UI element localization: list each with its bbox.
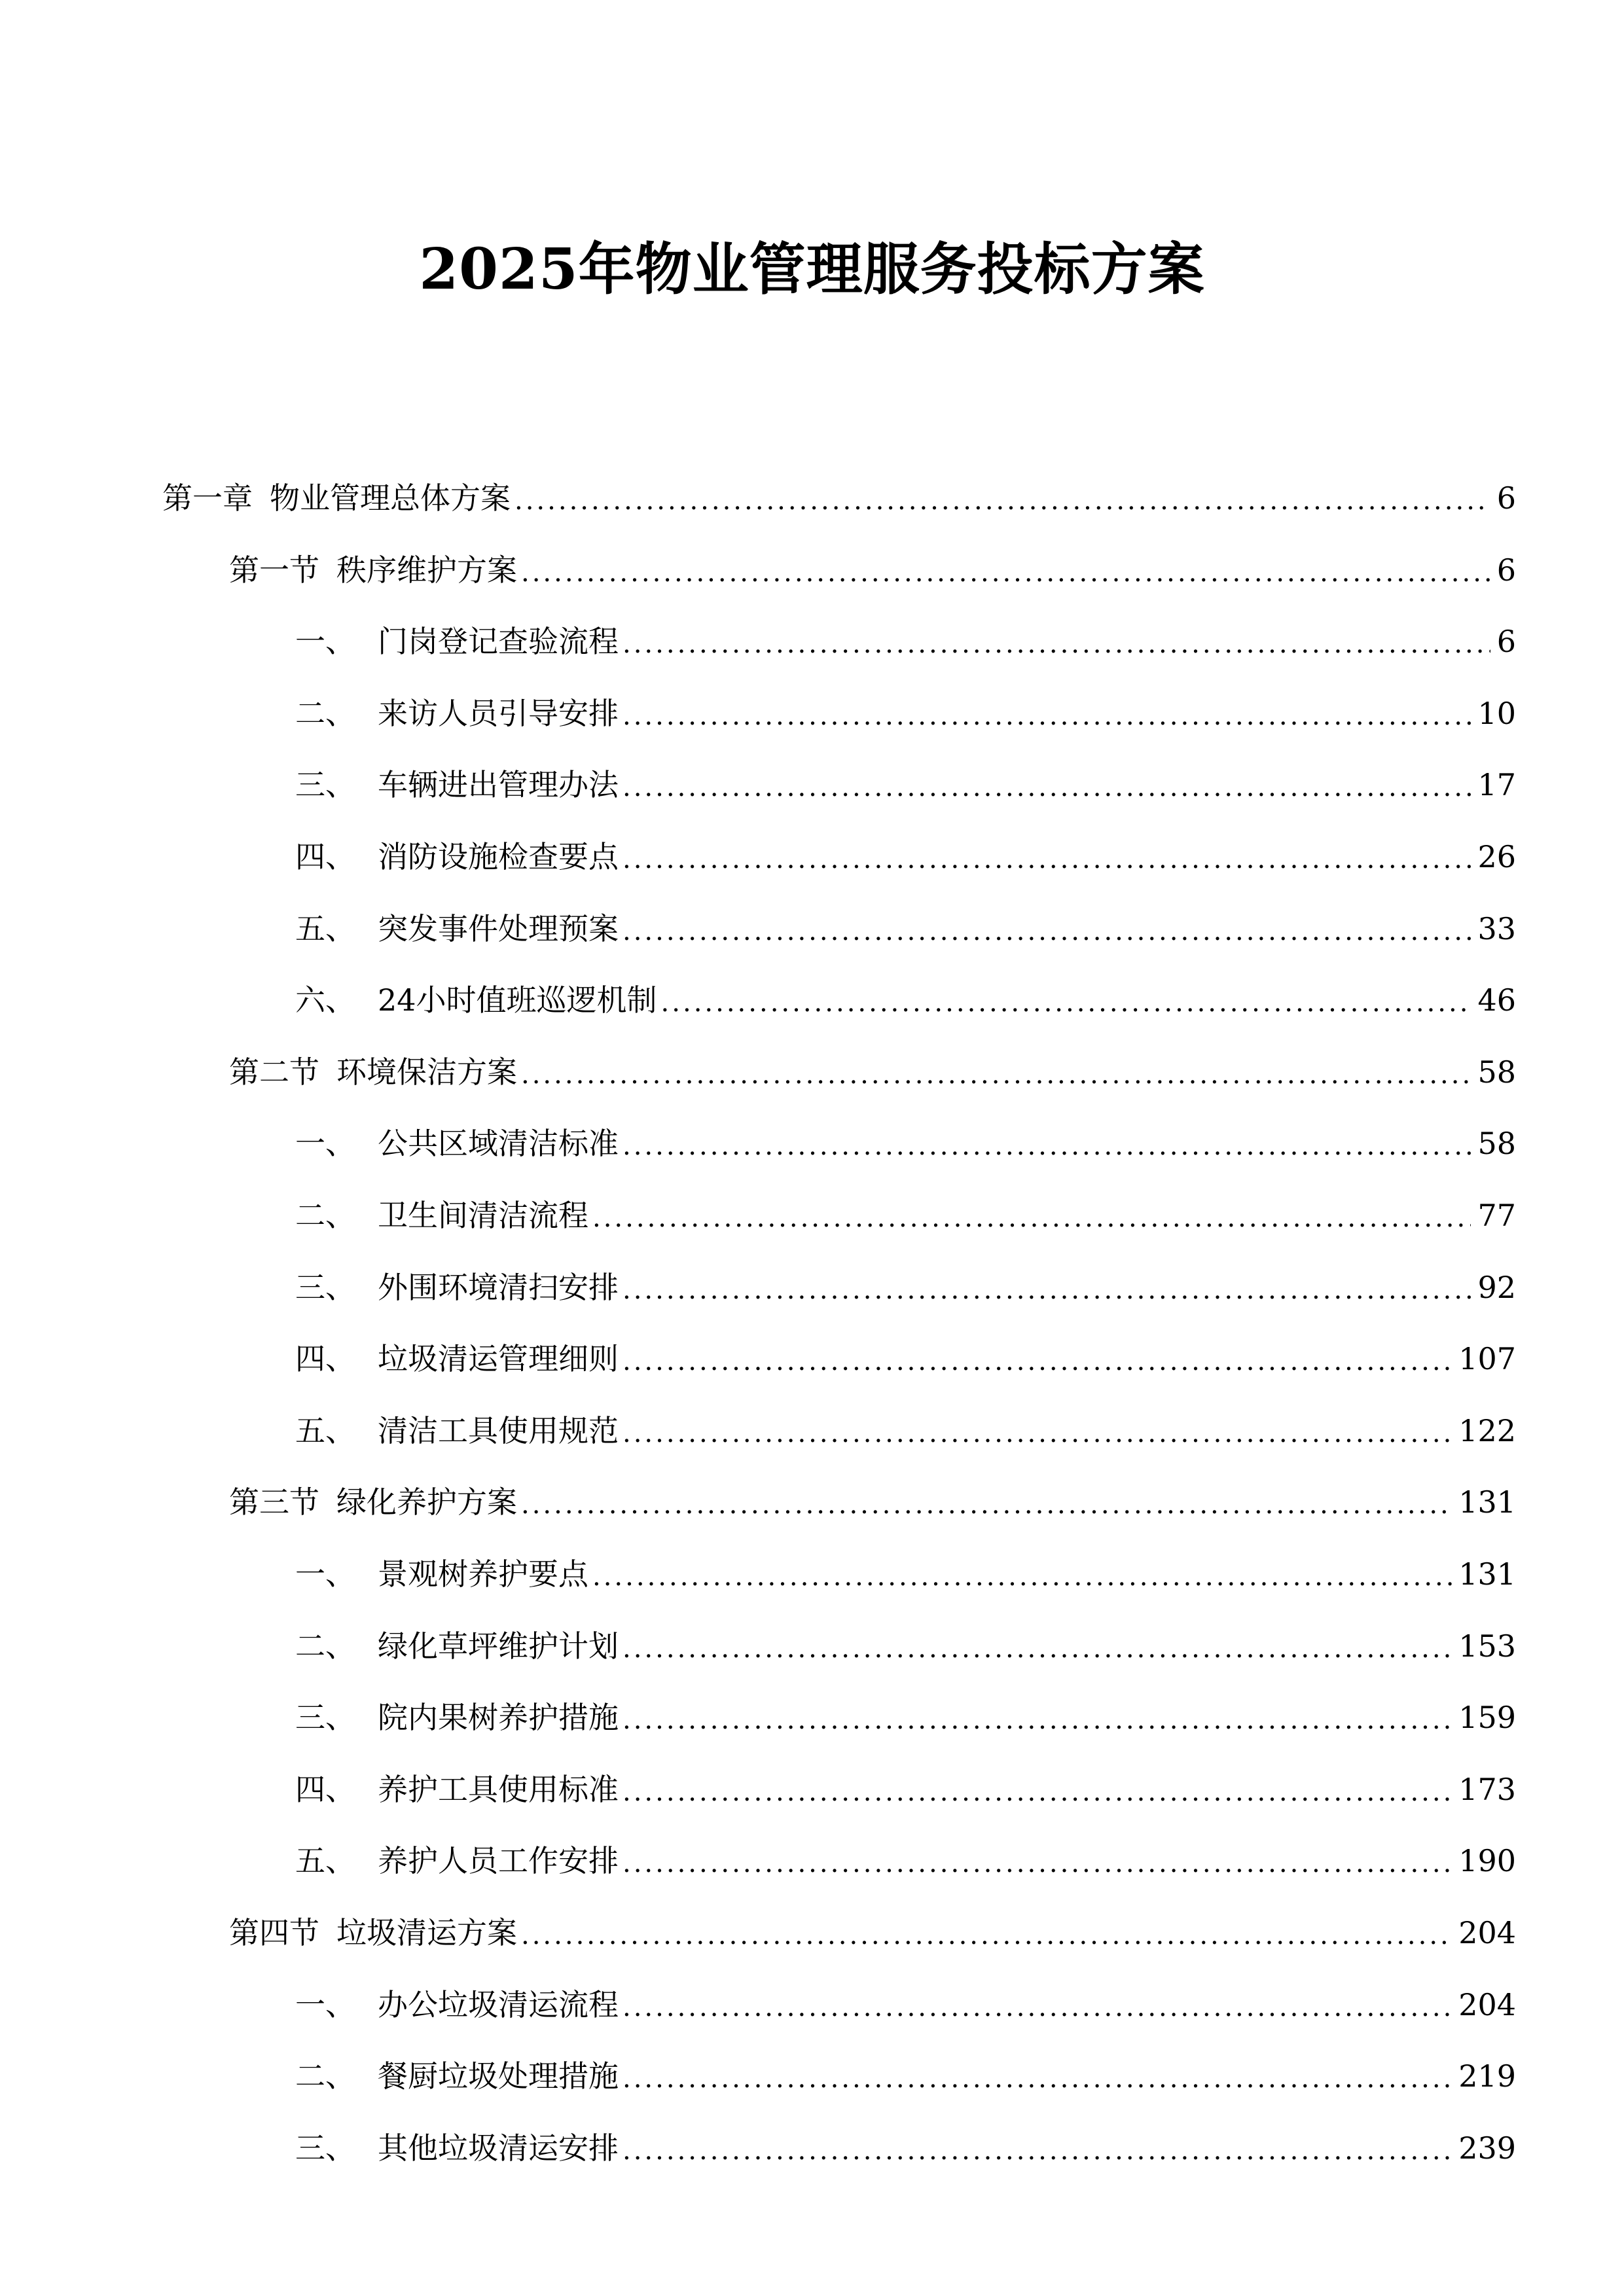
toc-page-number: 46	[1477, 982, 1516, 1018]
toc-entry-number: 一、	[295, 1556, 355, 1592]
toc-dot-leader	[521, 1484, 1452, 1525]
toc-item-entry[interactable]	[295, 977, 1516, 1023]
toc-dot-leader	[623, 2058, 1452, 2099]
toc-dot-leader	[623, 696, 1471, 736]
toc-item-entry[interactable]	[295, 619, 1516, 664]
toc-entry-number: 五、	[295, 1412, 355, 1448]
toc-page-number: 58	[1477, 1126, 1516, 1162]
toc-entry-label: 门岗登记查验流程	[378, 624, 619, 660]
toc-dot-leader	[623, 1341, 1452, 1382]
toc-entry-number: 第一节	[229, 552, 319, 588]
toc-entry-label: 环境保洁方案	[336, 1054, 517, 1090]
toc-dot-leader	[623, 1413, 1452, 1454]
toc-section-entry[interactable]	[229, 547, 1516, 593]
toc-dot-leader	[592, 1198, 1471, 1238]
toc-entry-label: 卫生间清洁流程	[378, 1198, 588, 1233]
document-title: 2025年物业管理服务投标方案	[419, 236, 1205, 302]
toc-page-number: 219	[1458, 2058, 1516, 2094]
toc-page-number: 190	[1458, 1843, 1516, 1879]
toc-page-number: 6	[1496, 552, 1516, 588]
toc-entry-label: 清洁工具使用规范	[378, 1412, 619, 1448]
toc-page-number: 26	[1477, 839, 1516, 874]
toc-entry-number: 四、	[295, 839, 355, 874]
toc-entry-number: 三、	[295, 767, 355, 803]
toc-item-entry[interactable]	[295, 2053, 1516, 2099]
toc-entry-number: 二、	[295, 695, 355, 731]
toc-dot-leader	[623, 1700, 1452, 1740]
toc-entry-label: 养护人员工作安排	[378, 1843, 619, 1879]
toc-item-entry[interactable]	[295, 762, 1516, 808]
toc-page-number: 107	[1458, 1341, 1516, 1377]
toc-dot-leader	[661, 982, 1471, 1023]
toc-item-entry[interactable]	[295, 1838, 1516, 1884]
toc-page-number: 33	[1477, 910, 1516, 946]
toc-item-entry[interactable]	[295, 1551, 1516, 1597]
toc-entry-number: 二、	[295, 2058, 355, 2094]
toc-item-entry[interactable]	[295, 1336, 1516, 1382]
toc-page-number: 92	[1477, 1269, 1516, 1305]
toc-entry-label: 院内果树养护措施	[378, 1700, 619, 1736]
toc-entry-number: 三、	[295, 1269, 355, 1305]
toc-entry-number: 三、	[295, 1700, 355, 1736]
toc-dot-leader	[521, 1054, 1471, 1095]
toc-page-number: 6	[1496, 624, 1516, 660]
toc-entry-label: 养护工具使用标准	[378, 1771, 619, 1807]
toc-item-entry[interactable]	[295, 691, 1516, 736]
toc-page-number: 153	[1458, 1628, 1516, 1664]
toc-dot-leader	[623, 767, 1471, 808]
toc-entry-number: 第四节	[229, 1915, 319, 1950]
toc-entry-label: 公共区域清洁标准	[378, 1126, 619, 1162]
toc-page-number: 131	[1458, 1556, 1516, 1592]
toc-entry-label: 24小时值班巡逻机制	[378, 982, 657, 1018]
toc-entry-number: 第一章	[162, 480, 253, 516]
toc-page-number: 10	[1477, 695, 1516, 731]
toc-item-entry[interactable]	[295, 1408, 1516, 1454]
toc-entry-label: 来访人员引导安排	[378, 695, 619, 731]
toc-entry-number: 一、	[295, 624, 355, 660]
toc-entry-number: 六、	[295, 982, 355, 1018]
toc-chapter-entry[interactable]	[162, 475, 1516, 521]
toc-entry-label: 车辆进出管理办法	[378, 767, 619, 803]
toc-entry-label: 绿化养护方案	[336, 1484, 517, 1520]
toc-dot-leader	[623, 1987, 1452, 2028]
toc-item-entry[interactable]	[295, 1982, 1516, 2028]
toc-entry-number: 五、	[295, 1843, 355, 1879]
toc-item-entry[interactable]	[295, 1695, 1516, 1740]
toc-entry-label: 突发事件处理预案	[378, 910, 619, 946]
toc-dot-leader	[623, 1270, 1471, 1310]
toc-entry-number: 三、	[295, 2130, 355, 2166]
toc-entry-number: 二、	[295, 1198, 355, 1233]
toc-dot-leader	[521, 552, 1490, 593]
toc-item-entry[interactable]	[295, 834, 1516, 880]
toc-entry-label: 消防设施检查要点	[378, 839, 619, 874]
toc-page-number: 204	[1458, 1915, 1516, 1950]
toc-entry-number: 二、	[295, 1628, 355, 1664]
toc-item-entry[interactable]	[295, 1193, 1516, 1238]
toc-page-number: 77	[1477, 1198, 1516, 1233]
toc-section-entry[interactable]	[229, 1479, 1516, 1525]
toc-entry-label: 景观树养护要点	[378, 1556, 588, 1592]
toc-entry-label: 垃圾清运管理细则	[378, 1341, 619, 1377]
toc-page-number: 131	[1458, 1484, 1516, 1520]
toc-item-entry[interactable]	[295, 1623, 1516, 1669]
toc-entry-label: 外围环境清扫安排	[378, 1269, 619, 1305]
toc-item-entry[interactable]	[295, 2125, 1516, 2171]
toc-item-entry[interactable]	[295, 1767, 1516, 1812]
toc-page-number: 173	[1458, 1771, 1516, 1807]
toc-dot-leader	[521, 1915, 1452, 1956]
toc-entry-label: 餐厨垃圾处理措施	[378, 2058, 619, 2094]
toc-page-number: 122	[1458, 1412, 1516, 1448]
toc-dot-leader	[592, 1556, 1452, 1597]
toc-dot-leader	[514, 480, 1490, 521]
toc-item-entry[interactable]	[295, 1121, 1516, 1166]
toc-entry-label: 物业管理总体方案	[270, 480, 511, 516]
toc-entry-number: 一、	[295, 1986, 355, 2022]
toc-dot-leader	[623, 2130, 1452, 2171]
toc-dot-leader	[623, 911, 1471, 952]
toc-entry-number: 第三节	[229, 1484, 319, 1520]
toc-page-number: 239	[1458, 2130, 1516, 2166]
toc-dot-leader	[623, 839, 1471, 880]
toc-entry-label: 绿化草坪维护计划	[378, 1628, 619, 1664]
toc-entry-number: 四、	[295, 1771, 355, 1807]
toc-page-number: 159	[1458, 1700, 1516, 1736]
toc-section-entry[interactable]	[229, 1049, 1516, 1095]
toc-page-number: 6	[1496, 480, 1516, 516]
toc-item-entry[interactable]	[295, 1265, 1516, 1310]
toc-dot-leader	[623, 1772, 1452, 1812]
toc-dot-leader	[623, 1126, 1471, 1166]
toc-dot-leader	[623, 624, 1490, 664]
toc-entry-number: 一、	[295, 1126, 355, 1162]
toc-page-number: 17	[1477, 767, 1516, 803]
toc-entry-number: 四、	[295, 1341, 355, 1377]
toc-section-entry[interactable]	[229, 1910, 1516, 1956]
toc-entry-label: 办公垃圾清运流程	[378, 1986, 619, 2022]
toc-entry-number: 五、	[295, 910, 355, 946]
toc-item-entry[interactable]	[295, 906, 1516, 952]
toc-entry-number: 第二节	[229, 1054, 319, 1090]
toc-entry-label: 垃圾清运方案	[336, 1915, 517, 1950]
toc-page-number: 204	[1458, 1986, 1516, 2022]
toc-entry-label: 其他垃圾清运安排	[378, 2130, 619, 2166]
toc-dot-leader	[623, 1843, 1452, 1884]
toc-entry-label: 秩序维护方案	[336, 552, 517, 588]
toc-dot-leader	[623, 1628, 1452, 1669]
toc-page-number: 58	[1477, 1054, 1516, 1090]
